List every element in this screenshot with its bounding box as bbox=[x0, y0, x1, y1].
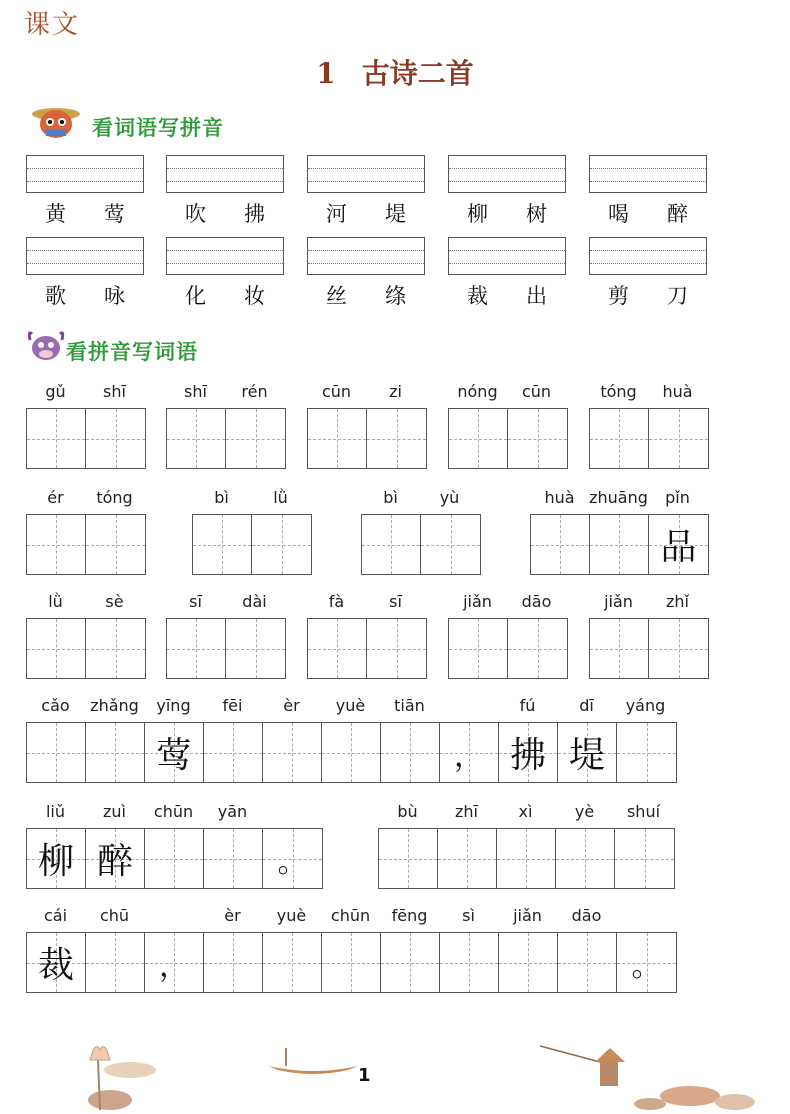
tianzige-cell[interactable] bbox=[617, 723, 676, 782]
pinyin-label: zuì bbox=[103, 802, 126, 821]
pinyin-label: ér bbox=[47, 488, 64, 507]
filled-char: 醉 bbox=[96, 841, 133, 882]
pinyin-label: chū bbox=[99, 906, 130, 925]
guide-line bbox=[449, 263, 565, 264]
tianzige-cell[interactable] bbox=[322, 723, 381, 782]
word-char: 柳 bbox=[467, 202, 488, 226]
guide-line bbox=[27, 168, 143, 169]
pinyin-label: sì bbox=[462, 906, 475, 925]
pinyin-label: zhǐ bbox=[666, 592, 689, 611]
word-pair bbox=[589, 198, 707, 228]
guide-line bbox=[308, 250, 424, 251]
tianzige-grid bbox=[307, 408, 427, 469]
guide-line bbox=[449, 181, 565, 182]
filled-char: ， bbox=[159, 948, 189, 984]
guide-line bbox=[27, 250, 143, 251]
pinyin-label: cái bbox=[43, 906, 68, 925]
tianzige-cell[interactable] bbox=[649, 409, 708, 468]
pinyin-label: dài bbox=[242, 592, 267, 611]
word-char: 歌 bbox=[45, 284, 66, 308]
filled-char: 莺 bbox=[155, 735, 192, 776]
guide-line bbox=[308, 168, 424, 169]
fisherman-decoration-icon bbox=[540, 1040, 760, 1112]
pinyin-label: jiǎn bbox=[463, 592, 492, 611]
tianzige-grid bbox=[448, 408, 568, 469]
guide-line bbox=[167, 263, 283, 264]
tianzige-cell[interactable] bbox=[263, 933, 322, 992]
tianzige-cell[interactable] bbox=[362, 515, 421, 574]
tianzige-cell[interactable] bbox=[263, 723, 322, 782]
pinyin-label: lǜ bbox=[273, 488, 288, 507]
pinyin-label: chūn bbox=[153, 802, 194, 821]
word-char: 醉 bbox=[667, 202, 688, 226]
tianzige-cell[interactable] bbox=[367, 409, 426, 468]
word-pair bbox=[166, 198, 284, 228]
word-char: 吹 bbox=[185, 202, 206, 226]
tianzige-grid bbox=[166, 618, 286, 679]
pinyin-label: fà bbox=[328, 592, 345, 611]
tianzige-cell[interactable] bbox=[204, 723, 263, 782]
pinyin-label: cǎo bbox=[41, 696, 70, 715]
pinyin-label: yuè bbox=[276, 906, 307, 925]
tianzige-cell[interactable] bbox=[590, 409, 649, 468]
pinyin-label: yuè bbox=[335, 696, 366, 715]
lesson-label: 课文 bbox=[24, 10, 81, 40]
tianzige-grid bbox=[166, 408, 286, 469]
section1-title: 看词语写拼音 bbox=[92, 116, 224, 140]
tianzige-grid bbox=[26, 618, 146, 679]
guide-line bbox=[590, 181, 706, 182]
tianzige-cell[interactable] bbox=[193, 515, 252, 574]
tianzige-cell[interactable] bbox=[449, 619, 508, 678]
word-char: 黄 bbox=[45, 202, 66, 226]
tianzige-cell[interactable] bbox=[86, 723, 145, 782]
tianzige-cell[interactable] bbox=[86, 409, 145, 468]
guide-line bbox=[167, 168, 283, 169]
tianzige-grid bbox=[448, 618, 568, 679]
tianzige-cell[interactable] bbox=[649, 619, 708, 678]
filled-char: 裁 bbox=[37, 945, 74, 986]
tianzige-cell[interactable] bbox=[86, 933, 145, 992]
word-char: 树 bbox=[526, 202, 547, 226]
tianzige-cell[interactable] bbox=[421, 515, 480, 574]
guide-line bbox=[27, 263, 143, 264]
tianzige-cell[interactable] bbox=[27, 515, 86, 574]
tianzige-cell[interactable] bbox=[145, 933, 204, 992]
boat-decoration-icon bbox=[268, 1048, 358, 1078]
tianzige-cell[interactable] bbox=[558, 933, 617, 992]
tianzige-grid bbox=[192, 514, 312, 575]
lotus-decoration-icon bbox=[40, 1030, 170, 1110]
word-char: 堤 bbox=[385, 202, 406, 226]
word-char: 化 bbox=[185, 284, 206, 308]
guide-line bbox=[308, 181, 424, 182]
section2-title: 看拼音写词语 bbox=[66, 340, 198, 364]
pinyin-label: dāo bbox=[521, 592, 552, 611]
tianzige-cell[interactable] bbox=[367, 619, 426, 678]
pinyin-label: yān bbox=[217, 802, 248, 821]
pinyin-label: dāo bbox=[571, 906, 602, 925]
pinyin-label: lǜ bbox=[48, 592, 63, 611]
word-char: 喝 bbox=[608, 202, 629, 226]
pinyin-label: sè bbox=[105, 592, 124, 611]
tianzige-cell[interactable] bbox=[86, 829, 145, 888]
tianzige-cell[interactable] bbox=[226, 619, 285, 678]
tianzige-cell[interactable] bbox=[499, 723, 558, 782]
pinyin-label: dī bbox=[579, 696, 594, 715]
tianzige-cell[interactable] bbox=[252, 515, 311, 574]
pinyin-answer-box[interactable] bbox=[589, 237, 707, 275]
word-char: 妆 bbox=[244, 284, 265, 308]
filled-char: 品 bbox=[660, 527, 697, 568]
mascot-cow-icon bbox=[26, 328, 66, 364]
pinyin-label: tiān bbox=[394, 696, 425, 715]
pinyin-label: yù bbox=[439, 488, 460, 507]
word-pair bbox=[26, 198, 144, 228]
guide-line bbox=[590, 168, 706, 169]
pinyin-label: sī bbox=[389, 592, 402, 611]
pinyin-label: yè bbox=[574, 802, 595, 821]
word-pair bbox=[307, 198, 425, 228]
guide-line bbox=[449, 168, 565, 169]
pinyin-answer-box[interactable] bbox=[26, 155, 144, 193]
pinyin-label: fú bbox=[519, 696, 536, 715]
tianzige-grid bbox=[589, 618, 709, 679]
pinyin-label: fēi bbox=[222, 696, 243, 715]
tianzige-cell[interactable] bbox=[381, 933, 440, 992]
tianzige-cell[interactable] bbox=[27, 619, 86, 678]
tianzige-grid bbox=[26, 722, 677, 783]
pinyin-label: bì bbox=[214, 488, 229, 507]
pinyin-label: shuí bbox=[626, 802, 661, 821]
pinyin-label: sī bbox=[189, 592, 202, 611]
pinyin-label: èr bbox=[283, 696, 300, 715]
tianzige-cell[interactable] bbox=[308, 409, 367, 468]
tianzige-cell[interactable] bbox=[590, 619, 649, 678]
pinyin-label: huà bbox=[662, 382, 693, 401]
pinyin-label: shī bbox=[184, 382, 207, 401]
pinyin-label: fēng bbox=[391, 906, 428, 925]
guide-line bbox=[590, 250, 706, 251]
tianzige-cell[interactable] bbox=[649, 515, 708, 574]
tianzige-cell[interactable] bbox=[27, 933, 86, 992]
pinyin-label: zhī bbox=[455, 802, 478, 821]
pinyin-answer-box[interactable] bbox=[26, 237, 144, 275]
page-number: 1 bbox=[358, 1065, 371, 1086]
tianzige-cell[interactable] bbox=[531, 515, 590, 574]
pinyin-label: xì bbox=[518, 802, 533, 821]
tianzige-cell[interactable] bbox=[556, 829, 615, 888]
word-char: 绦 bbox=[385, 284, 406, 308]
tianzige-cell[interactable] bbox=[615, 829, 674, 888]
tianzige-cell[interactable] bbox=[497, 829, 556, 888]
filled-char: ， bbox=[454, 738, 484, 774]
tianzige-cell[interactable] bbox=[449, 409, 508, 468]
word-char: 咏 bbox=[104, 284, 125, 308]
tianzige-grid bbox=[26, 932, 677, 993]
tianzige-grid bbox=[378, 828, 675, 889]
tianzige-cell[interactable] bbox=[440, 723, 499, 782]
pinyin-label: nóng bbox=[457, 382, 498, 401]
pinyin-label: zi bbox=[389, 382, 402, 401]
tianzige-cell[interactable] bbox=[226, 409, 285, 468]
tianzige-cell[interactable] bbox=[440, 933, 499, 992]
pinyin-answer-box[interactable] bbox=[307, 237, 425, 275]
tianzige-cell[interactable] bbox=[27, 409, 86, 468]
lesson-title: 古诗二首 bbox=[361, 57, 474, 90]
tianzige-grid bbox=[26, 514, 146, 575]
pinyin-label: jiǎn bbox=[513, 906, 542, 925]
pinyin-label: chūn bbox=[330, 906, 371, 925]
pinyin-label: huà bbox=[544, 488, 575, 507]
pinyin-label: shī bbox=[103, 382, 126, 401]
word-pair bbox=[166, 280, 284, 310]
tianzige-cell[interactable] bbox=[27, 723, 86, 782]
tianzige-grid bbox=[361, 514, 481, 575]
tianzige-cell[interactable] bbox=[438, 829, 497, 888]
word-pair bbox=[307, 280, 425, 310]
tianzige-cell[interactable] bbox=[204, 933, 263, 992]
filled-char: 拂 bbox=[509, 735, 546, 776]
pinyin-answer-box[interactable] bbox=[589, 155, 707, 193]
guide-line bbox=[167, 250, 283, 251]
tianzige-cell[interactable] bbox=[508, 619, 567, 678]
guide-line bbox=[308, 263, 424, 264]
pinyin-label: yáng bbox=[625, 696, 666, 715]
tianzige-cell[interactable] bbox=[558, 723, 617, 782]
pinyin-label: zhuāng bbox=[589, 488, 648, 507]
tianzige-cell[interactable] bbox=[381, 723, 440, 782]
word-char: 拂 bbox=[244, 202, 265, 226]
pinyin-answer-box[interactable] bbox=[307, 155, 425, 193]
pinyin-label: rén bbox=[241, 382, 268, 401]
guide-line bbox=[27, 181, 143, 182]
pinyin-label: tóng bbox=[96, 488, 133, 507]
word-char: 丝 bbox=[326, 284, 347, 308]
pinyin-answer-box[interactable] bbox=[448, 237, 566, 275]
tianzige-grid bbox=[26, 408, 146, 469]
tianzige-cell[interactable] bbox=[167, 409, 226, 468]
guide-line bbox=[449, 250, 565, 251]
pinyin-label: liǔ bbox=[45, 802, 66, 821]
pinyin-label: tóng bbox=[600, 382, 637, 401]
tianzige-grid bbox=[530, 514, 709, 575]
filled-char: 。 bbox=[631, 948, 662, 984]
pinyin-answer-box[interactable] bbox=[166, 155, 284, 193]
pinyin-label: cūn bbox=[521, 382, 552, 401]
page-title bbox=[0, 52, 790, 92]
tianzige-cell[interactable] bbox=[204, 829, 263, 888]
tianzige-grid bbox=[589, 408, 709, 469]
tianzige-cell[interactable] bbox=[499, 933, 558, 992]
pinyin-label: yīng bbox=[156, 696, 191, 715]
tianzige-cell[interactable] bbox=[590, 515, 649, 574]
pinyin-label: bì bbox=[383, 488, 398, 507]
tianzige-cell[interactable] bbox=[167, 619, 226, 678]
lesson-number: 1 bbox=[316, 57, 336, 90]
word-pair bbox=[448, 198, 566, 228]
word-char: 刀 bbox=[667, 284, 688, 308]
tianzige-cell[interactable] bbox=[86, 619, 145, 678]
tianzige-cell[interactable] bbox=[27, 829, 86, 888]
pinyin-label: cūn bbox=[321, 382, 352, 401]
tianzige-cell[interactable] bbox=[617, 933, 676, 992]
word-pair bbox=[26, 280, 144, 310]
filled-char: 柳 bbox=[37, 841, 74, 882]
tianzige-cell[interactable] bbox=[508, 409, 567, 468]
filled-char: 堤 bbox=[568, 735, 605, 776]
tianzige-cell[interactable] bbox=[379, 829, 438, 888]
tianzige-cell[interactable] bbox=[145, 723, 204, 782]
pinyin-answer-box[interactable] bbox=[448, 155, 566, 193]
word-pair bbox=[448, 280, 566, 310]
tianzige-cell[interactable] bbox=[263, 829, 322, 888]
word-pair bbox=[589, 280, 707, 310]
tianzige-grid bbox=[26, 828, 323, 889]
pinyin-label: gǔ bbox=[45, 382, 66, 401]
filled-char: 。 bbox=[277, 844, 308, 880]
pinyin-label: èr bbox=[224, 906, 241, 925]
tianzige-grid bbox=[307, 618, 427, 679]
word-char: 河 bbox=[326, 202, 347, 226]
tianzige-cell[interactable] bbox=[322, 933, 381, 992]
word-char: 莺 bbox=[104, 202, 125, 226]
word-char: 裁 bbox=[467, 284, 488, 308]
word-char: 剪 bbox=[608, 284, 629, 308]
word-char: 出 bbox=[526, 284, 547, 308]
pinyin-label: zhǎng bbox=[90, 696, 139, 715]
pinyin-answer-box[interactable] bbox=[166, 237, 284, 275]
guide-line bbox=[590, 263, 706, 264]
pinyin-label: jiǎn bbox=[604, 592, 633, 611]
mascot-icon bbox=[26, 100, 88, 142]
guide-line bbox=[167, 181, 283, 182]
pinyin-label: bù bbox=[397, 802, 418, 821]
tianzige-cell[interactable] bbox=[145, 829, 204, 888]
tianzige-cell[interactable] bbox=[308, 619, 367, 678]
pinyin-label: pǐn bbox=[665, 488, 690, 507]
tianzige-cell[interactable] bbox=[86, 515, 145, 574]
